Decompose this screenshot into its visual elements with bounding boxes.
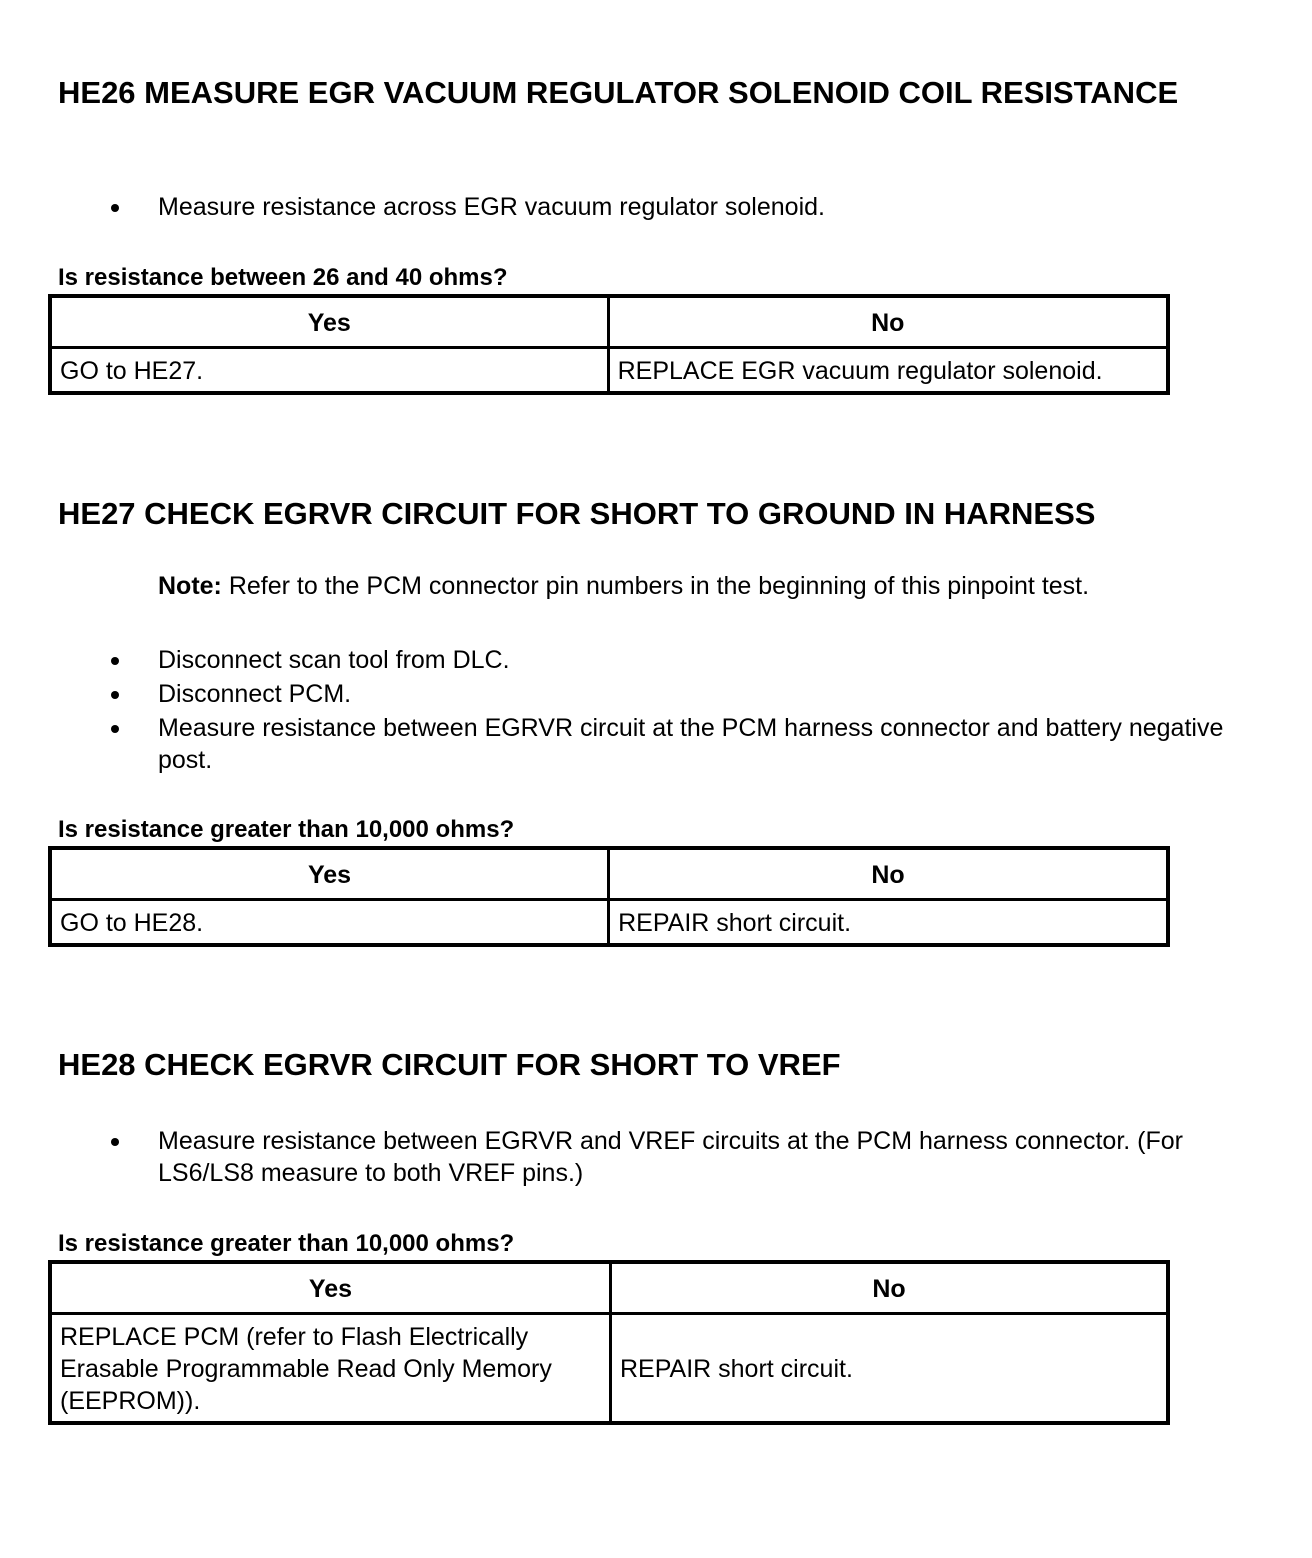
yes-no-table [48,846,1170,947]
bullet-text: Disconnect PCM. [158,680,352,708]
bullet-icon [111,691,119,699]
yes-header: Yes [50,848,609,900]
yes-no-table [48,294,1170,395]
section-title: HE26 MEASURE EGR VACUUM REGULATOR SOLENOID COIL RESISTANCE [58,75,1179,110]
bullet-text: Measure resistance across EGR vacuum regulator solenoid. [158,193,825,221]
yes-no-table [48,1260,1170,1425]
table-header-row [50,296,1168,348]
no-header: No [609,848,1168,900]
question-text: Is resistance greater than 10,000 ohms? [58,816,515,843]
no-cell: REPAIR short circuit. [609,900,1168,946]
list-item [0,1125,1312,1189]
list-item [0,644,1312,676]
list-item [0,191,1312,223]
table-row [50,900,1168,946]
yes-header: Yes [50,296,608,348]
note-text: Refer to the PCM connector pin numbers in the beginning of this pinpoint test. [221,572,1090,600]
bullet-text: Disconnect scan tool from DLC. [158,646,510,674]
yes-cell: GO to HE28. [50,900,609,946]
bullet-icon [111,204,119,212]
yes-cell: GO to HE27. [50,348,608,394]
yes-header: Yes [50,1262,610,1314]
list-item [0,678,1312,710]
yes-cell: REPLACE PCM (refer to Flash Electrically Erasable Programmable Read Only Memory (EEPROM)). [50,1314,610,1424]
list-item [0,712,1312,776]
bullet-text: Measure resistance between EGRVR circuit at the PCM harness connector and battery negative post. [158,714,1224,774]
question-text: Is resistance between 26 and 40 ohms? [58,264,508,291]
no-cell: REPAIR short circuit. [610,1314,1168,1424]
bullet-icon [111,1138,119,1146]
bullet-list [0,644,1312,778]
table-header-row [50,848,1168,900]
bullet-list [0,1125,1312,1191]
table-header-row [50,1262,1168,1314]
bullet-list [0,191,1312,225]
note-label: Note: [158,572,222,600]
section-title: HE27 CHECK EGRVR CIRCUIT FOR SHORT TO GROUND IN HARNESS [58,496,1096,531]
bullet-text: Measure resistance between EGRVR and VREF circuits at the PCM harness connector. (For LS6/LS8 measure to both VREF pins.) [158,1127,1183,1187]
section-title: HE28 CHECK EGRVR CIRCUIT FOR SHORT TO VREF [58,1047,841,1082]
table-row [50,348,1168,394]
no-header: No [608,296,1168,348]
no-header: No [610,1262,1168,1314]
bullet-icon [111,725,119,733]
table-row [50,1314,1168,1424]
question-text: Is resistance greater than 10,000 ohms? [58,1230,515,1257]
note [158,570,1258,602]
no-cell: REPLACE EGR vacuum regulator solenoid. [608,348,1168,394]
bullet-icon [111,657,119,665]
